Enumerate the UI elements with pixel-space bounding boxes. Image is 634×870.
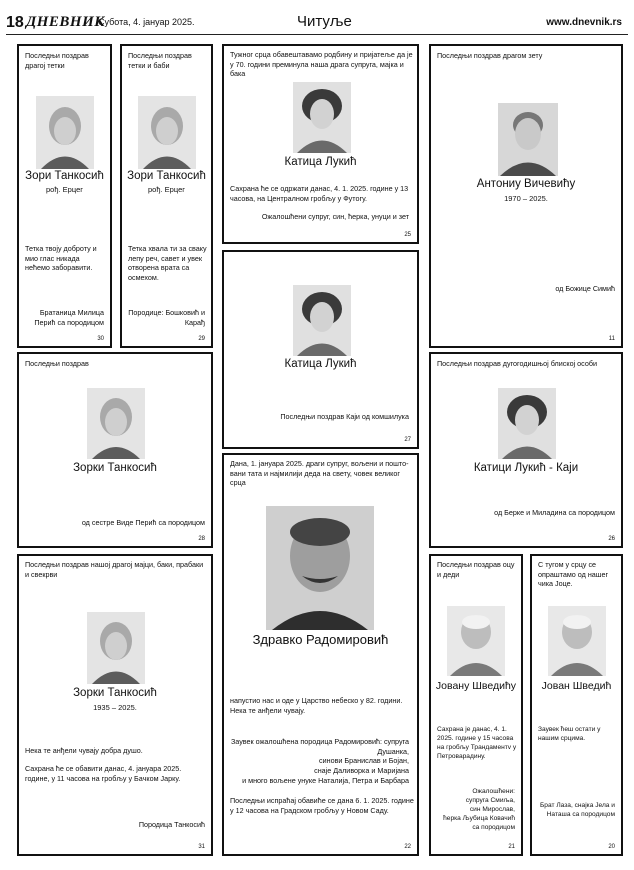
signature-line: Ожалошћени: xyxy=(472,788,515,795)
notice-message: Заувек ћеш остати у нашим срцима. xyxy=(538,726,601,742)
notice-intro: Тужног срца обавештавамо родбину и пријатеље да је у 70. години преминула наша драга супруга, мајка и бака xyxy=(230,50,413,79)
notice-signature: Брат Лаза, снајка Јела и Наташа са породицом xyxy=(539,802,615,818)
issue-date: Субота, 4. јануар 2025. xyxy=(98,17,195,27)
notice-number: 20 xyxy=(608,844,615,850)
deceased-name: Зори Танкосић xyxy=(25,170,104,182)
deceased-name: Зори Танкосић xyxy=(127,170,206,182)
signature-line: са породицом xyxy=(472,823,515,831)
obituary-notice xyxy=(222,44,419,244)
notice-intro: Последњи поздрав драгом зету xyxy=(437,51,543,60)
notice-intro: Дана, 1. јануара 2025. драги супруг, вољени и пошто-вани тата и најмилији деда на свету, човек великог срца xyxy=(230,459,409,488)
portrait-photo xyxy=(498,388,556,459)
notice-number: 28 xyxy=(198,536,205,542)
website-link[interactable]: www.dnevnik.rs xyxy=(546,17,622,28)
deceased-name: Јовану Шведићу xyxy=(435,680,517,692)
notice-message: Тетка хвала ти за сваку лепу реч, савет и увек отворена врата са осмехом. xyxy=(128,244,207,283)
life-years: 1935 – 2025. xyxy=(93,703,137,712)
deceased-name: Здравко Радомировић xyxy=(252,632,389,647)
deceased-name: Јован Шведић xyxy=(541,680,612,692)
funeral-info: Сахрана је данас, 4. 1. 2025. године у 15 часова на гробљу Трандаментv у Петроварадину. xyxy=(437,726,517,760)
deceased-name: Зорки Танкосић xyxy=(73,462,157,474)
notice-signature: Породице: Бошковић и Карађ xyxy=(128,308,205,327)
portrait-photo xyxy=(138,96,196,169)
portrait-photo xyxy=(293,82,351,153)
notice-message: Сахрана ће се одржати данас, 4. 1. 2025. године у 13 часова, на Централном гробљу у Футогу. xyxy=(230,184,409,203)
section-title: Читуље xyxy=(297,13,352,30)
deceased-name: Катици Лукић - Каји xyxy=(473,462,579,474)
notice-signature: Породица Танкосић xyxy=(138,820,205,829)
notice-signature: Последњи поздрав Каји од комшилука xyxy=(280,412,409,421)
notice-intro: Последњи поздрав драгој тетки xyxy=(25,51,89,70)
portrait-photo xyxy=(548,606,606,676)
notice-number: 27 xyxy=(404,437,411,443)
notice-signature: од сестре Виде Перић са породицом xyxy=(81,518,205,527)
obituary-notice xyxy=(530,554,623,856)
page-number: 18 xyxy=(6,14,24,31)
obituary-notice xyxy=(17,352,213,548)
obituary-notice xyxy=(17,554,213,856)
portrait-photo xyxy=(266,506,374,630)
notice-signature: Ожалошћени супруг, син, ћерка, унуци и зет xyxy=(261,212,409,221)
notice-intro: Последњи поздрав оцу и деди xyxy=(437,560,515,579)
notice-signature xyxy=(433,788,515,832)
life-years: 1970 – 2025. xyxy=(504,194,548,203)
signature-line: ћерка Љубица Ковачић xyxy=(443,814,515,822)
obituary-notice xyxy=(429,44,623,348)
notice-number: 21 xyxy=(508,844,515,850)
notice-signature: од Божице Симић xyxy=(555,284,615,293)
obituary-notice xyxy=(120,44,213,348)
notice-intro: Последњи поздрав тетки и баби xyxy=(128,51,192,70)
notice-signature: од Берке и Миладина са породицом xyxy=(494,508,615,517)
notice-signature: Братаница Милица Перић са породицом xyxy=(34,308,104,327)
deceased-maiden-name: рођ. Ерцег xyxy=(46,185,83,194)
funeral-info: Последњи испраћај обавиће се дана 6. 1. 2025. године у 12 часова на Градском гробљу у Новом Саду. xyxy=(230,796,414,815)
notice-number: 31 xyxy=(198,844,205,850)
notice-number: 29 xyxy=(198,336,205,342)
deceased-name: Антониу Вичевићу xyxy=(476,178,576,190)
notice-number: 11 xyxy=(608,336,615,342)
notice-number: 22 xyxy=(404,844,411,850)
portrait-photo xyxy=(87,388,145,459)
portrait-photo xyxy=(498,103,558,176)
obituary-notice xyxy=(222,250,419,449)
notice-number: 30 xyxy=(97,336,104,342)
notice-number: 26 xyxy=(608,536,615,542)
signature-line: синови Бранислав и Бојан, xyxy=(319,756,409,766)
notice-message: Нека те анђели чувају добра душо. xyxy=(25,746,143,755)
deceased-maiden-name: рођ. Ерцег xyxy=(148,185,185,194)
portrait-photo xyxy=(293,285,351,356)
signature-line: и много вољене унуке Наталија, Петра и Барбара xyxy=(242,775,409,785)
signature-line: снаје Даливорка и Маријана xyxy=(314,766,409,776)
signature-line: син Мирослав, xyxy=(469,805,515,813)
notice-signature xyxy=(225,737,409,786)
notice-number: 25 xyxy=(404,232,411,238)
deceased-name: Катица Лукић xyxy=(284,358,357,370)
notice-intro: Последњи поздрав нашој драгој мајци, баки, прабаки и свекрви xyxy=(25,560,204,579)
notice-intro: С тугом у срцу се опраштамо од нашег чика Јоце. xyxy=(538,560,609,589)
newspaper-logo: ДНЕВНИК xyxy=(26,14,105,30)
deceased-name: Катица Лукић xyxy=(284,156,357,168)
obituary-notice xyxy=(429,554,523,856)
funeral-info: Сахрана ће се обавити данас, 4. јануара 2025. године, у 11 часова на гробљу у Бачком Јарку. xyxy=(25,764,182,783)
notice-message: напустио нас и оде у Царство небеско у 82. години. Нека те анђели чувају. xyxy=(230,696,403,715)
portrait-photo xyxy=(87,612,145,684)
obituary-notice xyxy=(429,352,623,548)
header-divider xyxy=(6,34,628,35)
signature-line: Заувек ожалошћена породица Радомировић: супруга Душанка, xyxy=(230,737,409,756)
obituary-notice xyxy=(17,44,112,348)
portrait-photo xyxy=(447,606,505,676)
notice-intro: Последњи поздрав xyxy=(25,359,89,368)
notice-intro: Последњи поздрав дугогодишњој блиској особи xyxy=(437,359,597,368)
deceased-name: Зорки Танкосић xyxy=(73,687,157,699)
portrait-photo xyxy=(36,96,94,169)
page-header xyxy=(0,0,634,40)
obituary-notice xyxy=(222,453,419,856)
signature-line: супруга Смиља, xyxy=(465,796,515,804)
notice-message: Тетка твоју доброту и мио глас никада нећемо заборавити. xyxy=(25,244,97,273)
